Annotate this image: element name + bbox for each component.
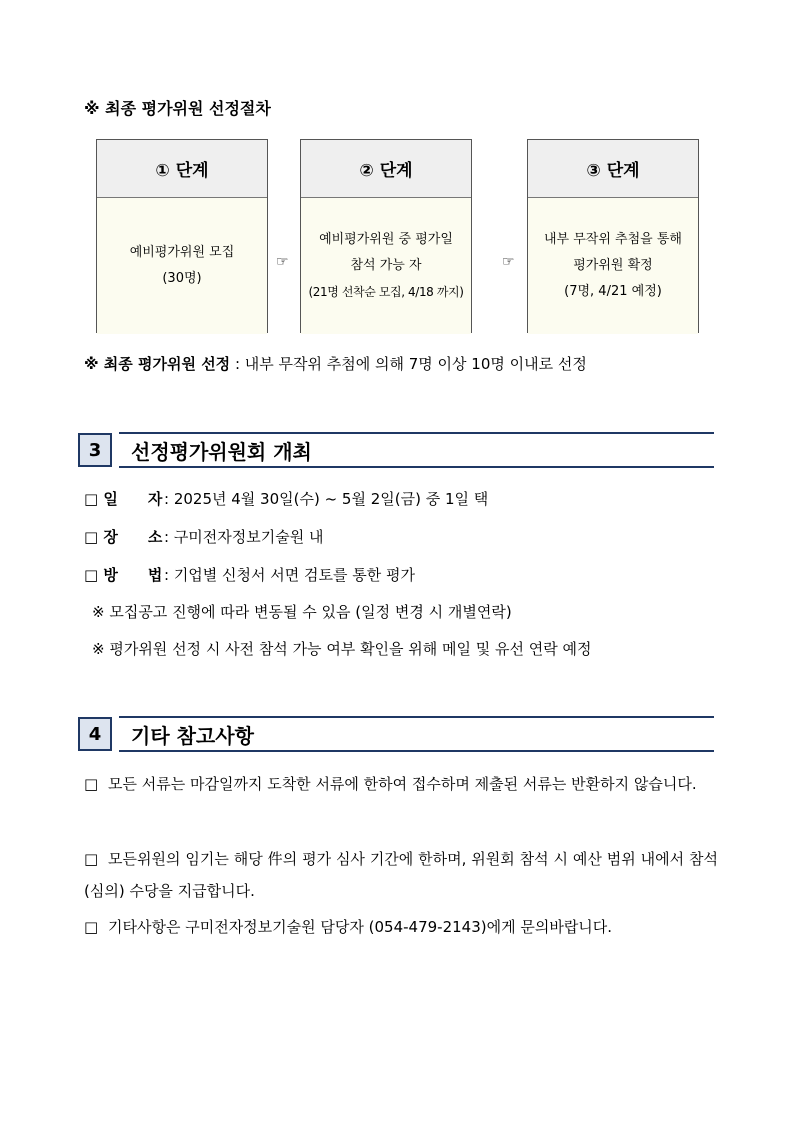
method-item xyxy=(84,564,415,585)
step-2-line: 참석 가능 자 xyxy=(350,258,422,273)
arrow-icon: ☞ xyxy=(276,254,289,270)
step-2-body xyxy=(301,198,471,334)
procedure-title: ※ 최종 평가위원 선정절차 xyxy=(84,99,271,118)
section-4-number: 4 xyxy=(78,717,112,751)
reference-item xyxy=(84,843,718,907)
section-4-header xyxy=(78,716,714,754)
step-1-box xyxy=(96,139,268,333)
final-selection-text: : 내부 무작위 추첨에 의해 7명 이상 10명 이내로 선정 xyxy=(230,355,587,373)
reference-item xyxy=(84,911,718,943)
step-1-line: (30명) xyxy=(162,271,202,286)
section-3-note: ※ 평가위원 선정 시 사전 참석 가능 여부 확인을 위해 메일 및 유선 연락 예정 xyxy=(92,640,592,658)
step-1-body xyxy=(97,198,267,334)
location-label: □ 장 소 xyxy=(84,528,163,546)
section-3-note: ※ 모집공고 진행에 따라 변동될 수 있음 (일정 변경 시 개별연락) xyxy=(92,603,512,621)
checkbox-bullet-icon: □ xyxy=(84,850,99,868)
step-3-body xyxy=(528,198,698,334)
final-selection-note xyxy=(84,353,587,374)
reference-item xyxy=(84,768,718,800)
arrow-icon: ☞ xyxy=(502,254,515,270)
location-value: : 구미전자정보기술원 내 xyxy=(164,528,324,546)
method-label: □ 방 법 xyxy=(84,566,163,584)
step-3-line: (7명, 4/21 예정) xyxy=(564,284,662,299)
schedule-item xyxy=(84,488,488,509)
reference-text: 모든 서류는 마감일까지 도착한 서류에 한하여 접수하며 제출된 서류는 반환하지 않습니다. xyxy=(108,775,697,793)
step-1-header: ① 단계 xyxy=(97,140,267,198)
method-value: : 기업별 신청서 서면 검토를 통한 평가 xyxy=(164,566,416,584)
step-1-line: 예비평가위원 모집 xyxy=(129,245,235,260)
step-2-box xyxy=(300,139,472,333)
section-3-header xyxy=(78,432,714,470)
reference-text: 기타사항은 구미전자정보기술원 담당자 (054-479-2143)에게 문의바랍니다. xyxy=(108,918,613,936)
checkbox-bullet-icon: □ xyxy=(84,775,99,793)
step-2-line: (21명 선착순 모집, 4/18 까지) xyxy=(308,285,464,299)
checkbox-bullet-icon: □ xyxy=(84,918,99,936)
step-3-box xyxy=(527,139,699,333)
section-3-title: 선정평가위원회 개최 xyxy=(119,432,714,468)
reference-text: 모든위원의 임기는 해당 件의 평가 심사 기간에 한하며, 위원회 참석 시 예산 범위 내에서 참석(심의) 수당을 지급합니다. xyxy=(84,850,718,900)
step-3-line: 평가위원 확정 xyxy=(573,258,653,273)
step-2-header: ② 단계 xyxy=(301,140,471,198)
step-3-header: ③ 단계 xyxy=(528,140,698,198)
section-3-number: 3 xyxy=(78,433,112,467)
section-4-title: 기타 참고사항 xyxy=(119,716,714,752)
step-3-line: 내부 무작위 추첨을 통해 xyxy=(544,232,682,247)
schedule-label: □ 일 자 xyxy=(84,490,163,508)
location-item xyxy=(84,526,324,547)
final-selection-label: ※ 최종 평가위원 선정 xyxy=(84,355,231,373)
schedule-value: : 2025년 4월 30일(수) ~ 5월 2일(금) 중 1일 택 xyxy=(164,490,489,508)
step-2-line: 예비평가위원 중 평가일 xyxy=(319,232,453,247)
